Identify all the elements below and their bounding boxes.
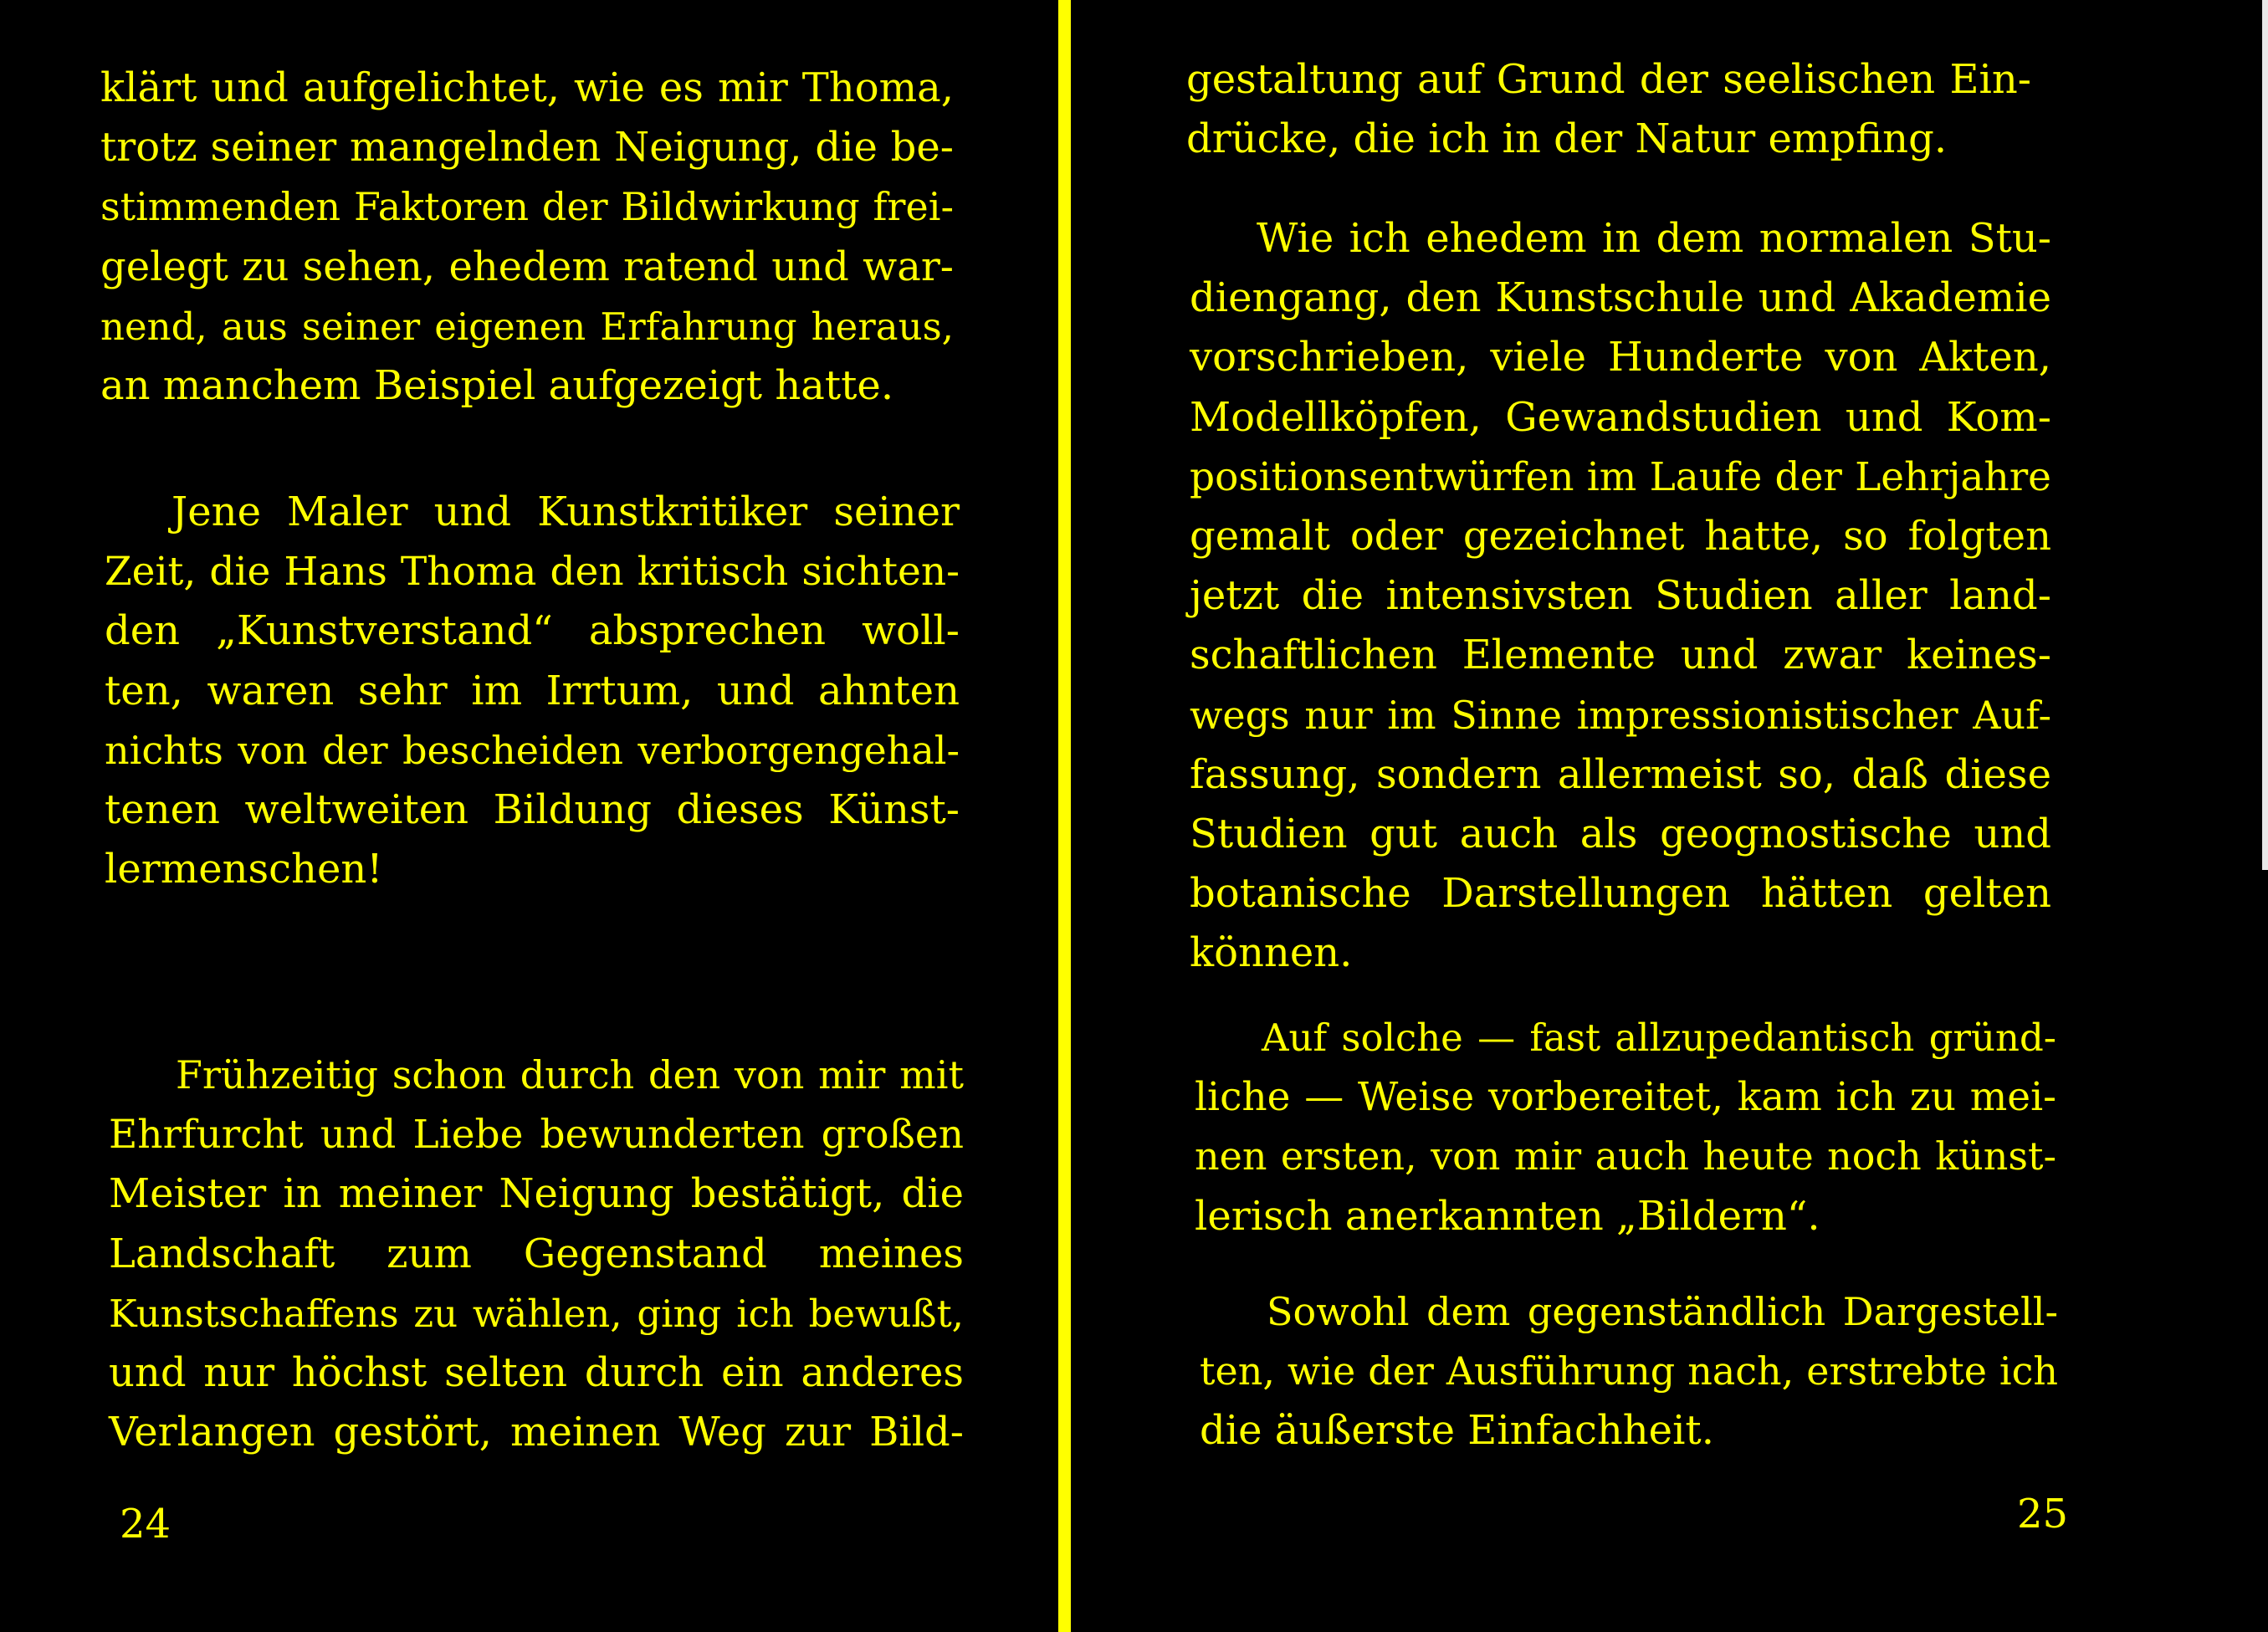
left-page xyxy=(0,0,1058,1632)
text-line: drücke, die ich in der Natur empfing. xyxy=(1186,115,1948,163)
text-line: die äußerste Einfachheit. xyxy=(1200,1407,1714,1455)
text-line: gelegt zu sehen, ehedem ratend und war- xyxy=(100,243,954,290)
text-line: Auf solche — fast allzupedantisch gründ- xyxy=(1262,1016,2056,1060)
page-number-left: 24 xyxy=(120,1501,172,1548)
text-line: Wie ich ehedem in dem normalen Stu- xyxy=(1257,215,2051,262)
text-line: Landschaft zum Gegenstand meines xyxy=(109,1230,964,1277)
right-paragraph-3 xyxy=(1195,1008,2056,1246)
page-edge xyxy=(2262,0,2268,870)
text-line: an manchem Beispiel aufgezeigt hatte. xyxy=(100,362,894,410)
text-line: gemalt oder gezeichnet hatte, so folgten xyxy=(1190,513,2051,560)
right-paragraph-4 xyxy=(1200,1282,2058,1461)
text-line: liche — Weise vorbereitet, kam ich zu mei- xyxy=(1195,1074,2056,1121)
text-line: vorschrieben, viele Hunderte von Akten, xyxy=(1190,334,2051,381)
text-line: Kunstschaffens zu wählen, ging ich bewußt, xyxy=(109,1291,964,1336)
text-line: Verlangen gestört, meinen Weg zur Bild- xyxy=(109,1409,964,1456)
gutter-line xyxy=(1058,0,1071,1632)
left-paragraph-2 xyxy=(105,483,960,899)
text-line: Modellköpfen, Gewandstudien und Kom- xyxy=(1190,393,2051,441)
text-line: schaftlichen Elemente und zwar keines- xyxy=(1190,632,2051,679)
text-line: Meister in meiner Neigung bestätigt, die xyxy=(109,1170,964,1218)
text-line: ten, wie der Ausführung nach, erstrebte ich xyxy=(1200,1348,2058,1394)
text-line: nichts von der bescheiden verborgengehal- xyxy=(105,727,960,773)
text-line: Sowohl dem gegenständlich Dargestell- xyxy=(1267,1289,2058,1334)
text-line: diengang, den Kunstschule und Akademie xyxy=(1190,274,2051,322)
text-line: wegs nur im Sinne impressionistischer Auf- xyxy=(1190,692,2051,738)
text-line: stimmenden Faktoren der Bildwirkung frei- xyxy=(100,184,954,230)
text-line: botanische Darstellungen hätten gelten xyxy=(1190,870,2051,918)
text-line: Zeit, die Hans Thoma den kritisch sichten- xyxy=(105,549,960,596)
text-line: Jene Maler und Kunstkritiker seiner xyxy=(172,489,960,535)
left-paragraph-3 xyxy=(109,1046,964,1462)
text-line: fassung, sondern allermeist so, daß diese xyxy=(1190,750,2051,798)
text-line: lerisch anerkannten „Bildern“. xyxy=(1195,1192,1820,1240)
text-line: Studien gut auch als geognostische und xyxy=(1190,811,2051,858)
text-line: gestaltung auf Grund der seelischen Ein- xyxy=(1186,56,2031,103)
right-paragraph-2 xyxy=(1190,209,2051,984)
text-line: trotz seiner mangelnden Neigung, die be- xyxy=(100,124,954,171)
text-line: jetzt die intensivsten Studien aller land- xyxy=(1190,572,2051,620)
text-line: Frühzeitig schon durch den von mir mit xyxy=(176,1052,964,1097)
text-line: nend, aus seiner eigenen Erfahrung heraus, xyxy=(100,304,954,349)
right-paragraph-1 xyxy=(1186,50,2031,169)
text-line: Ehrfurcht und Liebe bewunderten großen xyxy=(109,1112,964,1159)
left-paragraph-1 xyxy=(100,59,954,416)
text-line: können. xyxy=(1190,929,1353,977)
text-line: den „Kunstverstand“ absprechen woll- xyxy=(105,607,960,655)
text-line: positionsentwürfen im Laufe der Lehrjahre xyxy=(1190,453,2051,500)
text-line: nen ersten, von mir auch heute noch künst- xyxy=(1195,1133,2056,1179)
page-number-right: 25 xyxy=(2017,1491,2069,1537)
text-line: klärt und aufgelichtet, wie es mir Thoma, xyxy=(100,64,954,111)
text-line: ten, waren sehr im Irrtum, und ahnten xyxy=(105,667,960,714)
right-page xyxy=(1088,0,2268,1632)
text-line: lermenschen! xyxy=(105,846,383,893)
text-line: tenen weltweiten Bildung dieses Künst- xyxy=(105,786,960,834)
text-line: und nur höchst selten durch ein anderes xyxy=(109,1349,964,1397)
